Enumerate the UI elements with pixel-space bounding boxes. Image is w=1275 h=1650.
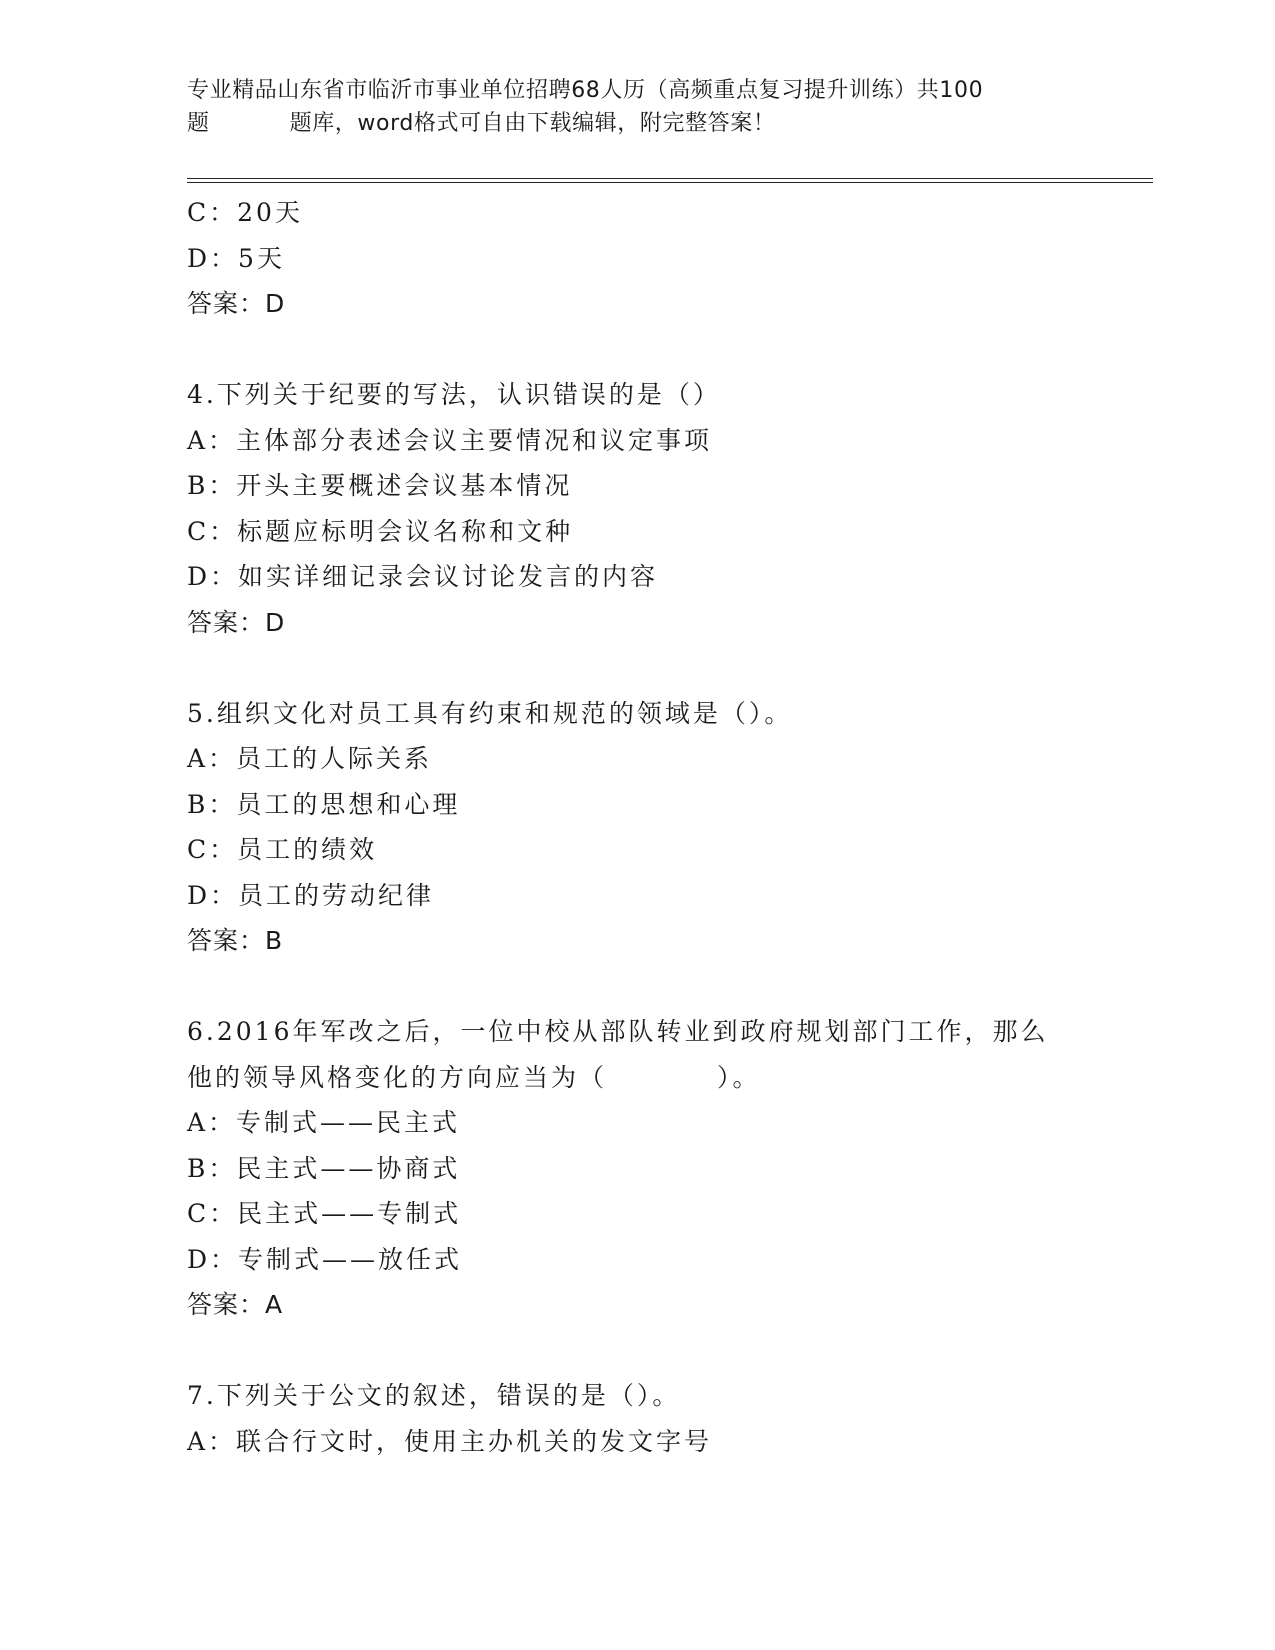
q7-stem: 7.下列关于公文的叙述，错误的是（）。 xyxy=(187,1381,681,1410)
q4-stem: 4.下列关于纪要的写法，认识错误的是（） xyxy=(187,380,721,409)
q5-option-c: C：员工的绩效 xyxy=(187,835,378,864)
q3-option-c: C：20天 xyxy=(187,198,303,227)
q4-option-d: D：如实详细记录会议讨论发言的内容 xyxy=(187,562,659,591)
q5-option-a: A：员工的人际关系 xyxy=(187,744,433,773)
header-title-line1: 专业精品山东省市临沂市事业单位招聘68人历（高频重点复习提升训练）共100 xyxy=(187,78,984,103)
spacer xyxy=(187,327,1087,373)
header-divider-bottom xyxy=(187,182,1153,183)
q4-option-b: B：开头主要概述会议基本情况 xyxy=(187,471,573,500)
q6-option-d: D：专制式——放任式 xyxy=(187,1244,463,1274)
q6-option-c: C：民主式——专制式 xyxy=(187,1199,462,1228)
question-list xyxy=(187,190,1087,1464)
q6-answer: 答案：A xyxy=(187,1290,284,1319)
q3-option-d: D：5天 xyxy=(187,243,285,273)
q6-stem-line2-start: 他的领导风格变化的方向应当为（ xyxy=(187,1062,608,1092)
q5-option-b: B：员工的思想和心理 xyxy=(187,789,461,819)
q4-option-c: C：标题应标明会议名称和文种 xyxy=(187,516,574,546)
q5-answer: 答案：B xyxy=(187,926,284,955)
spacer xyxy=(187,964,1087,1010)
q6-stem-line2 xyxy=(187,1055,1087,1101)
q4-option-a: A：主体部分表述会议主要情况和议定事项 xyxy=(187,425,713,455)
header-title-line2-start: 题 xyxy=(187,111,210,136)
spacer xyxy=(187,1328,1087,1374)
q6-stem-line2-end: ）。 xyxy=(717,1062,761,1092)
q7-option-a: A：联合行文时，使用主办机关的发文字号 xyxy=(187,1426,713,1456)
header-divider-top xyxy=(187,178,1153,179)
spacer xyxy=(187,645,1087,691)
q5-stem: 5.组织文化对员工具有约束和规范的领域是（）。 xyxy=(187,698,793,728)
q6-option-a: A：专制式——民主式 xyxy=(187,1108,461,1137)
q4-answer: 答案：D xyxy=(187,607,286,637)
header-title-line2-rest: 题库，word格式可自由下载编辑，附完整答案！ xyxy=(289,111,776,136)
header-title-line2 xyxy=(187,107,1087,140)
q3-answer: 答案：D xyxy=(187,289,286,318)
q6-option-b: B：民主式——协商式 xyxy=(187,1153,461,1183)
q6-stem-line1: 6.2016年军改之后，一位中校从部队转业到政府规划部门工作，那么 xyxy=(187,1017,1049,1046)
document-header xyxy=(187,74,1087,140)
q5-option-d: D：员工的劳动纪律 xyxy=(187,880,435,910)
